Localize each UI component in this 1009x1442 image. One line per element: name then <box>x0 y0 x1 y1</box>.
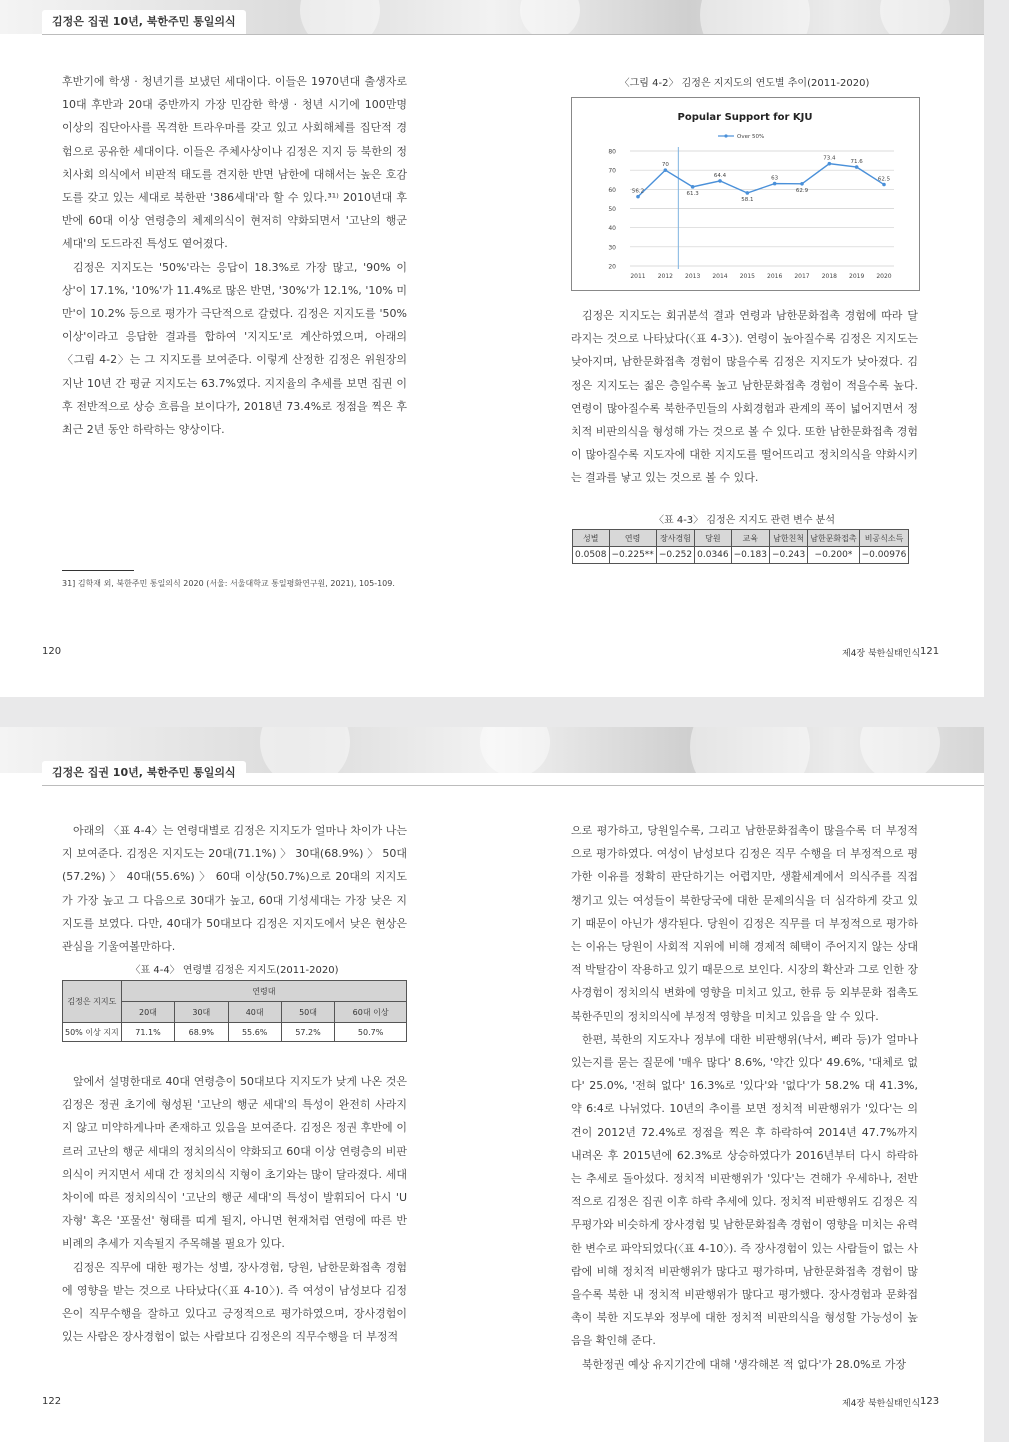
right-column-text <box>571 819 918 1376</box>
table-header-cell: 남한친척 <box>769 530 807 547</box>
data-label: 62.5 <box>877 176 891 183</box>
paragraph: 북한정권 예상 유지기간에 대해 '생각해본 적 없다'가 28.0%로 가장 <box>582 1357 906 1371</box>
table-cell: 55.6% <box>228 1023 281 1042</box>
paragraph: 김정은 지지도는 '50%'라는 응답이 18.3%로 가장 많고, '90% 이상'이 17.1%, '10%'가 11.4%로 많은 반면, '30%'가 12.1%, '10% 미만'이 10.2% 등으로 평가가 극단적으로 갈렸다. 김정은 지지도를 '50% 이상'이라고 응답한 결과를 합하여 '지지도'로 계산하였으며, 아래의 〈그림 4-2〉는 그 지지도를 보여준다. 이렇게 산정한 김정은 위원장의 지난 10년 간 평균 지지도는 63.7%였다. 지지율의 추세를 보면 집권 이후 전반적으로 상승 흐름을 보이다가, 2018년 73.4%로 정점을 찍은 후 최근 2년 동안 하락하는 양상이다. <box>62 260 407 437</box>
header-rule <box>42 34 984 35</box>
data-point <box>773 182 777 186</box>
data-point <box>800 182 804 186</box>
page-number-left: 120 <box>42 646 62 657</box>
data-label: 56.2 <box>631 188 645 195</box>
paragraph: 한편, 북한의 지도자나 정부에 대한 비판행위(낙서, 삐라 등)가 얼마나 있는지를 묻는 질문에 '매우 많다' 8.6%, '약간 있다' 49.6%, '대체로 없다' 25.0%, '전혀 없다' 16.3%로 '있다'와 '없다'가 58.2% 대 41.3%, 약 6:4로 나뉘었다. 10년의 추이를 보면 정치적 비판행위가 '있다'는 의견이 2012년 72.4%로 정점을 찍은 후 하락하여 2014년 47.7%까지 내려온 후 2015년에 62.3%로 상승하였다가 2016년부터 다시 하락하는 추세로 돌아섰다. 정치적 비판행위가 '있다'는 견해가 우세하나, 전반적으로 김정은 집권 이후 하락 추세에 있다. 정치적 비판행위도 김정은 직무평가와 비슷하게 장사경험 및 남한문화접촉 경험이 영향을 미치는 유력한 변수로 파악되었다(〈표 4-10〉). 즉 장사경험이 있는 사람들이 없는 사람에 비해 정치적 비판행위가 많다고 평가하며, 남한문화접촉 경험이 많을수록 북한 내 정치적 비판행위가 많다고 평가했다. 장사경험과 문화접촉이 북한 지도부와 정부에 대한 정치적 비판의식을 형성할 가능성이 높음을 확인해 준다. <box>571 1032 918 1348</box>
table-header-cell: 30대 <box>175 1002 228 1023</box>
chart-canvas <box>572 98 919 290</box>
table-header-cell: 장사경험 <box>656 530 694 547</box>
x-tick-label: 2013 <box>685 273 701 280</box>
x-tick-label: 2016 <box>767 273 783 280</box>
table-header-cell: 당원 <box>695 530 732 547</box>
figure-caption: 〈그림 4-2〉 김정은 지지도의 연도별 추이(2011-2020) <box>619 78 870 89</box>
table-cell: −0.252 <box>656 547 694 564</box>
table-header-cell: 교육 <box>731 530 769 547</box>
data-label: 62.9 <box>795 187 809 194</box>
footnote-rule <box>62 570 134 571</box>
page-number-right: 121 <box>920 646 940 657</box>
x-tick-label: 2014 <box>712 273 728 280</box>
paragraph: 앞에서 설명한대로 40대 연령층이 50대보다 지지도가 낮게 나온 것은 김정은 정권 초기에 형성된 '고난의 행군 세대'의 특성이 완전히 사라지지 않고 미약하게나마 존재하고 있음을 보여준다. 김정은 정권 후반에 이르러 고난의 행군 세대의 정치의식이 약화되고 60대 이상 연령층의 비판의식이 커지면서 세대 간 정치의식 지형이 초기와는 많이 달라졌다. 세대 차이에 따른 정치의식이 '고난의 행군 세대'의 특성이 발휘되어 다시 'U자형' 혹은 '포물선' 형태를 띠게 될지, 아니면 현재처럼 연령에 따른 반비례의 추세가 지속될지 주목해볼 필요가 있다. <box>62 1075 407 1251</box>
table-header-cell: 20대 <box>121 1002 174 1023</box>
left-column-text <box>62 70 407 441</box>
chapter-label: 제4장 북한실태인식 <box>842 649 921 659</box>
chart-title: Popular Support for KJU <box>677 112 813 123</box>
table-4-4 <box>62 980 407 1042</box>
table-header-cell: 연령 <box>609 530 656 547</box>
table-row-label: 50% 이상 지지 <box>63 1023 122 1042</box>
table-header-cell: 60대 이상 <box>335 1002 407 1023</box>
x-tick-label: 2015 <box>739 273 755 280</box>
page-spread-122-123 <box>0 727 984 1442</box>
page-number-left: 122 <box>42 1396 62 1407</box>
table-caption: 〈표 4-3〉 김정은 지지도 관련 변수 분석 <box>654 515 835 526</box>
table-header-cell: 성별 <box>573 530 610 547</box>
table-cell: 71.1% <box>121 1023 174 1042</box>
y-tick-label: 60 <box>608 186 616 194</box>
table-cell: 50.7% <box>335 1023 407 1042</box>
data-point <box>746 191 750 195</box>
table-header-row <box>573 530 909 547</box>
legend-marker <box>724 134 727 137</box>
data-label: 70 <box>661 162 669 169</box>
table-header-cell: 남한문화접촉 <box>808 530 859 547</box>
footnote: 31] 김학재 외, 북한주민 통일의식 2020 (서울: 서울대학교 통일평화연구원, 2021), 105-109. <box>62 579 395 588</box>
table-cell: 0.0346 <box>695 547 732 564</box>
paragraph: 김정은 지지도는 회귀분석 결과 연령과 남한문화접촉 경험에 따라 달라지는 것으로 나타났다(〈표 4-3〉). 연령이 높아질수록 김정은 지지도는 낮아지며, 남한문화접촉 경험이 많을수록 김정은 지지도가 낮아졌다. 김정은 지지도는 젊은 층일수록 높고 남한문화접촉 경험이 적을수록 높다. 연령이 많아질수록 북한주민들의 사회경험과 관계의 폭이 넓어지면서 정치적 비판의식을 형성해 가는 것으로 볼 수 있다. 또한 남한문화접촉 경험이 많아질수록 지도자에 대한 지지도를 떨어뜨리고 정치의식을 약화시키는 결과를 낳고 있는 것으로 볼 수 있다. <box>571 309 918 485</box>
legend-label: Over 50% <box>737 134 765 140</box>
left-column-text-bottom <box>62 1070 407 1348</box>
table-row <box>63 1023 407 1042</box>
y-tick-label: 50 <box>608 206 616 213</box>
data-label: 73.4 <box>823 155 836 162</box>
table-header-cell: 비공식소득 <box>859 530 909 547</box>
data-point <box>664 168 668 172</box>
table-group-header: 연령대 <box>121 981 406 1002</box>
x-tick-label: 2020 <box>876 273 892 280</box>
table-header-cell: 40대 <box>228 1002 281 1023</box>
y-tick-label: 80 <box>608 148 616 156</box>
data-label: 64.4 <box>713 172 727 179</box>
left-column-text-top <box>62 819 407 958</box>
data-label: 71.6 <box>850 159 863 166</box>
series-line <box>638 164 884 197</box>
paragraph: 김정은 직무에 대한 평가는 성별, 장사경험, 당원, 남한문화접촉 경험에 영향을 받는 것으로 나타났다(〈표 4-10〉). 즉 여성이 남성보다 김정은이 직무수행을 잘하고 있다고 긍정적으로 평가하였으며, 장사경험이 있는 사람은 장사경험이 없는 사람보다 김정은의 직무수행을 더 부정적 <box>62 1260 407 1344</box>
table-cell: −0.243 <box>769 547 807 564</box>
x-tick-label: 2019 <box>849 273 865 280</box>
table-corner-cell: 김정은 지지도 <box>63 981 122 1023</box>
paragraph: 후반기에 학생 · 청년기를 보냈던 세대이다. 이들은 1970년대 출생자로 10대 후반과 20대 중반까지 가장 민감한 학생 · 청년 시기에 100만명 이상의 집단아사를 목격한 트라우마를 갖고 있고 사회해체를 집단적 경험으로 공유한 세대이다. 이들은 주체사상이나 김정은 지지 등 북한의 정치사회 의식에서 비판적 태도를 견지한 반면 남한에 대해서는 높은 호감도를 갖고 있는 세대로 북한판 '386세대'라 할 수 있다.³¹⁾ 2010년대 후반에 60대 이상 연령층의 체제의식이 현저히 약화되면서 '고난의 행군 세대'의 도드라진 특성도 옅어졌다. <box>62 75 407 251</box>
running-header-title: 김정은 집권 10년, 북한주민 통일의식 <box>42 10 246 34</box>
table-cell: −0.00976 <box>859 547 909 564</box>
y-tick-label: 40 <box>608 225 616 233</box>
table-cell: −0.200* <box>808 547 859 564</box>
table-cell: 0.0508 <box>573 547 610 564</box>
x-tick-label: 2012 <box>657 273 673 280</box>
table-header-cell: 50대 <box>281 1002 334 1023</box>
table-row <box>573 547 909 564</box>
x-tick-label: 2011 <box>630 273 646 280</box>
header-rule <box>42 785 984 786</box>
data-point <box>636 195 640 199</box>
y-tick-label: 30 <box>608 244 616 252</box>
y-tick-label: 20 <box>608 263 616 271</box>
line-chart <box>571 97 920 291</box>
table-cell: −0.225** <box>609 547 656 564</box>
data-point <box>718 179 722 183</box>
chapter-label: 제4장 북한실태인식 <box>842 1399 921 1409</box>
data-label: 58.1 <box>741 196 754 203</box>
running-header-title: 김정은 집권 10년, 북한주민 통일의식 <box>42 761 246 785</box>
data-point <box>882 183 886 187</box>
data-point <box>691 185 695 189</box>
table-cell: −0.183 <box>731 547 769 564</box>
paragraph: 아래의 〈표 4-4〉는 연령대별로 김정은 지지도가 얼마나 차이가 나는지 보여준다. 김정은 지지도는 20대(71.1%) 〉 30대(68.9%) 〉 50대(57.2%) 〉 40대(55.6%) 〉 60대 이상(50.7%)으로 20대의 지지도가 가장 높고 그 다음으로 30대가 높고, 60대 기성세대는 가장 낮은 지지도를 보였다. 다만, 40대가 50대보다 김정은 지지도에서 낮은 현상은 관심을 기울여볼만하다. <box>62 824 407 954</box>
page-spread-120-121 <box>0 0 984 697</box>
table-caption: 〈표 4-4〉 연령별 김정은 지지도(2011-2020) <box>130 965 339 976</box>
data-label: 61.3 <box>686 190 699 197</box>
data-point <box>855 165 859 169</box>
x-tick-label: 2017 <box>794 273 810 280</box>
right-column-text <box>571 304 918 490</box>
data-point <box>828 162 832 166</box>
y-tick-label: 70 <box>608 167 616 175</box>
data-label: 63 <box>771 175 779 182</box>
table-cell: 68.9% <box>175 1023 228 1042</box>
x-tick-label: 2018 <box>821 273 837 280</box>
table-4-3 <box>572 529 909 564</box>
paragraph: 으로 평가하고, 당원일수록, 그리고 남한문화접촉이 많을수록 더 부정적으로 평가하였다. 여성이 남성보다 김정은 직무 수행을 더 부정적으로 평가한 이유를 정확히 판단하기는 어렵지만, 생활세계에서 의식주를 직접 챙기고 있는 여성들이 북한당국에 대한 문제의식을 더 심각하게 갖고 있기 때문이 아닌가 생각된다. 당원이 김정은 직무를 더 부정적으로 평가하는 이유는 당원이 사회적 지위에 비해 경제적 혜택이 주어지지 않는 상대적 박탈감이 작용하고 있기 때문으로 보인다. 시장의 확산과 그로 인한 장사경험이 정치의식 변화에 영향을 미치고 있고, 한류 등 외부문화 접촉도 북한주민의 정치의식에 부정적 영향을 미치고 있음을 알 수 있다. <box>571 824 918 1023</box>
page-number-right: 123 <box>920 1396 940 1407</box>
table-cell: 57.2% <box>281 1023 334 1042</box>
table-group-row <box>63 981 407 1002</box>
